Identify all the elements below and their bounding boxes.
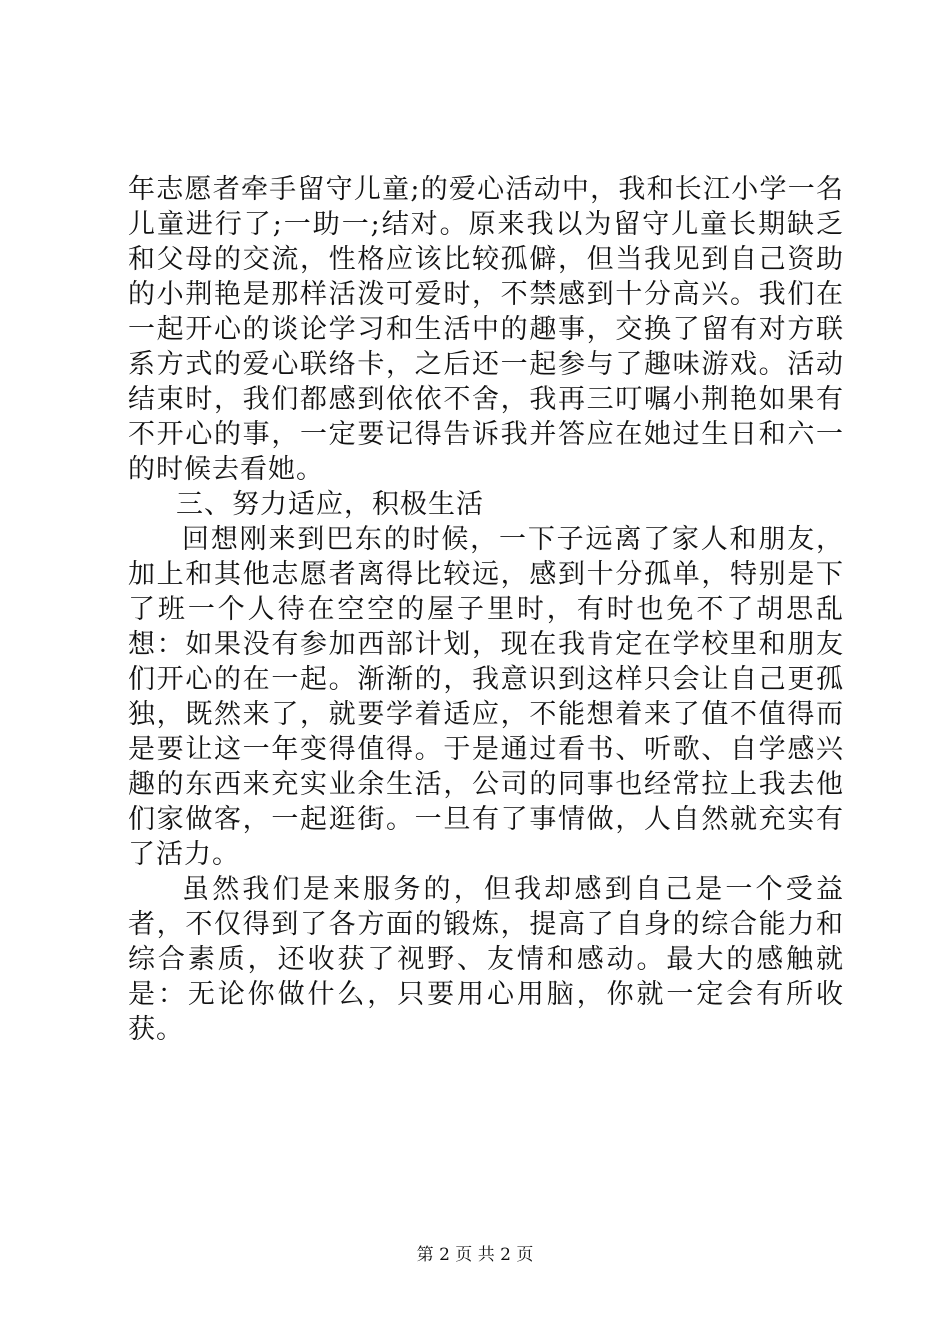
document-body [128, 172, 844, 1047]
paragraph-continuation: 年志愿者牵手留守儿童;的爱心活动中，我和长江小学一名儿童进行了;一助一;结对。原来我以为留守儿童长期缺乏和父母的交流，性格应该比较孤僻，但当我见到自己资助的小荆艳是那样活泼可爱时，不禁感到十分高兴。我们在一起开心的谈论学习和生活中的趣事，交换了留有对方联系方式的爱心联络卡，之后还一起参与了趣味游戏。活动结束时，我们都感到依依不舍，我再三叮嘱小荆艳如果有不开心的事，一定要记得告诉我并答应在她过生日和六一的时候去看她。 [128, 174, 844, 485]
paragraph-adaptation: 回想刚来到巴东的时候，一下子远离了家人和朋友，加上和其他志愿者离得比较远，感到十分孤单，特别是下了班一个人待在空空的屋子里时，有时也免不了胡思乱想：如果没有参加西部计划，现在我肯定在学校里和朋友们开心的在一起。渐渐的，我意识到这样只会让自己更孤独，既然来了，就要学着适应，不能想着来了值不值得而是要让这一年变得值得。于是通过看书、听歌、自学感兴趣的东西来充实业余生活，公司的同事也经常拉上我去他们家做客，一起逛街。一旦有了事情做，人自然就充实有了活力。 [128, 524, 844, 870]
paragraph-conclusion: 虽然我们是来服务的，但我却感到自己是一个受益者，不仅得到了各方面的锻炼，提高了自身的综合能力和综合素质，还收获了视野、友情和感动。最大的感触就是：无论你做什么，只要用心用脑，你就一定会有所收获。 [128, 874, 844, 1045]
section-heading: 三、努力适应，积极生活 [176, 489, 484, 520]
page-footer: 第 2 页 共 2 页 [416, 1245, 534, 1265]
